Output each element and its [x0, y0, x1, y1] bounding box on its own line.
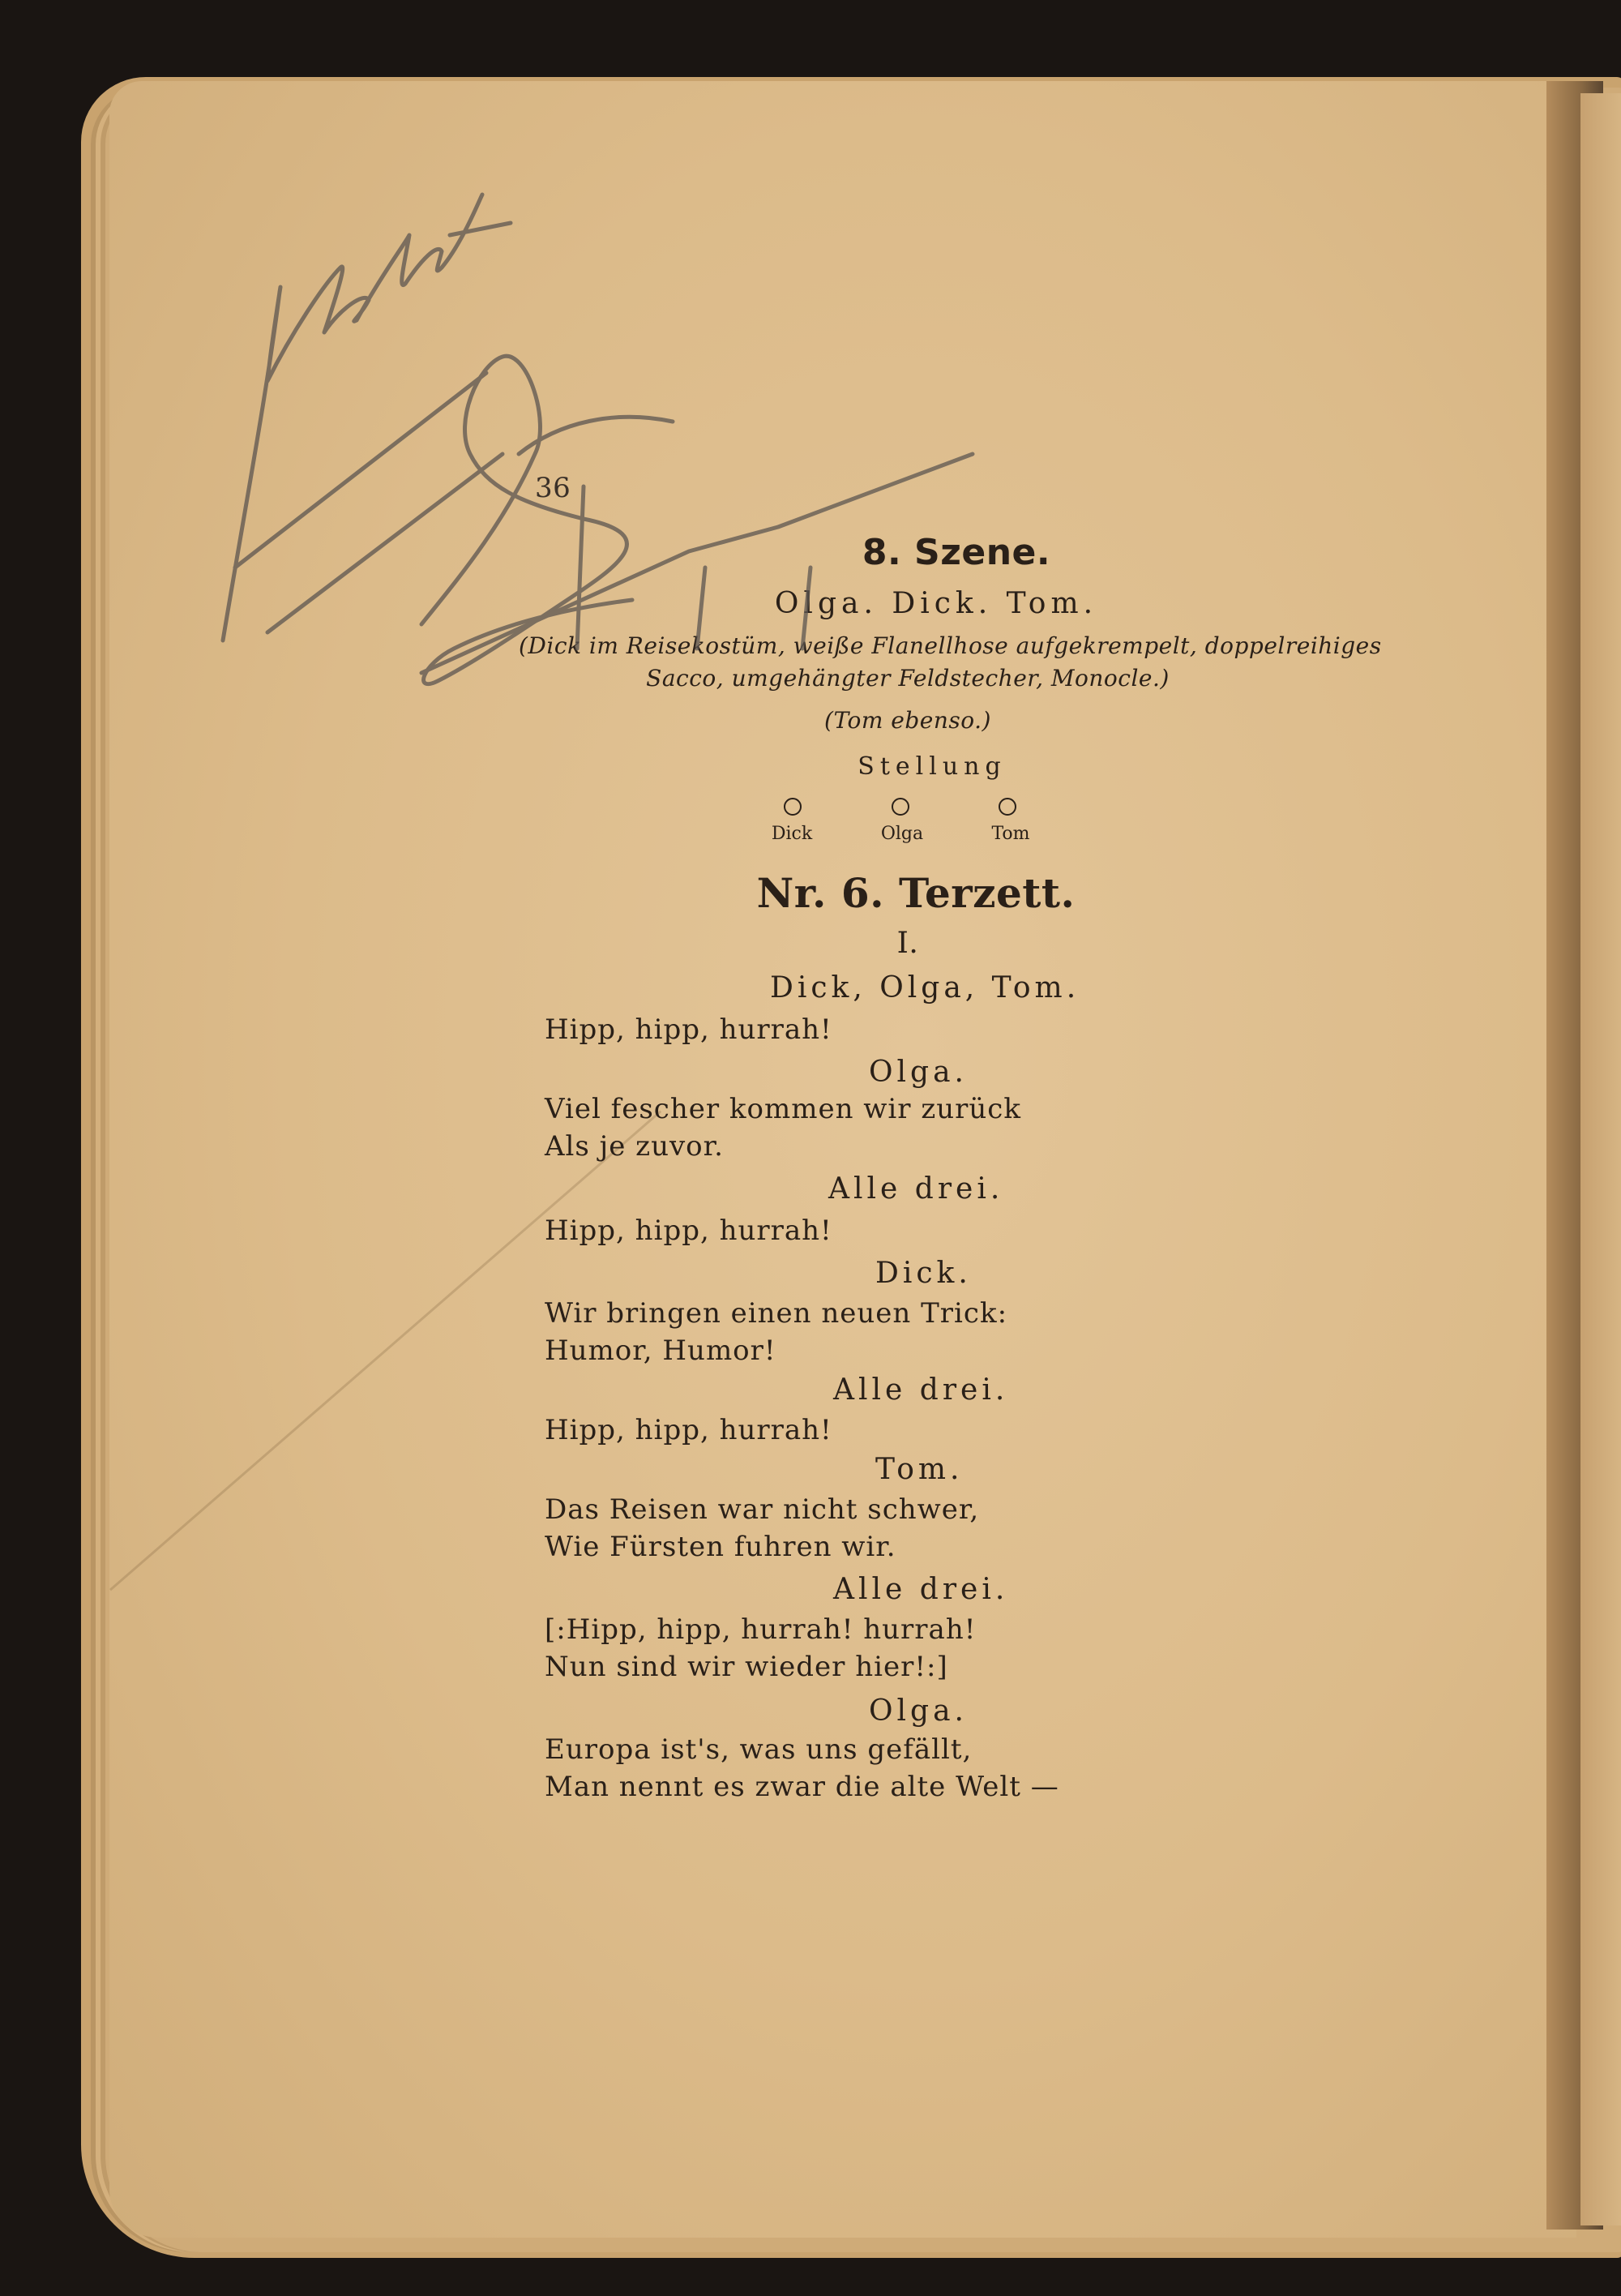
scene-title: 8. Szene. — [862, 532, 1051, 573]
position-marker-olga — [892, 798, 909, 816]
lyric-line: Hipp, hipp, hurrah! — [545, 1013, 832, 1046]
speaker-label: Dick. — [875, 1257, 972, 1290]
position-label-dick: Dick — [771, 824, 813, 844]
number-title: Nr. 6. Terzett. — [756, 869, 1076, 917]
lyric-line: Man nennt es zwar die alte Welt — — [545, 1771, 1059, 1803]
costume-note-tom: (Tom ebenso.) — [824, 707, 991, 734]
lyric-line: Humor, Humor! — [545, 1334, 776, 1367]
lyric-line: Als je zuvor. — [545, 1130, 724, 1163]
speaker-label: Alle drei. — [833, 1373, 1009, 1407]
lyric-line: Hipp, hipp, hurrah! — [545, 1214, 832, 1247]
position-label-tom: Tom — [991, 824, 1030, 844]
speaker-label: Olga. — [869, 1056, 968, 1089]
costume-note-line: Sacco, umgehängter Feldstecher, Monocle.) — [646, 665, 1170, 692]
position-marker-tom — [999, 798, 1016, 816]
lyric-line: Viel fescher kommen wir zurück — [545, 1093, 1021, 1125]
verse-numeral: I. — [896, 927, 919, 960]
speaker-label: Alle drei. — [833, 1573, 1009, 1606]
costume-note-line: (Dick im Reisekostüm, weiße Flanellhose aufgekrempelt, doppelreihiges — [519, 632, 1382, 659]
lyric-line: Wie Fürsten fuhren wir. — [545, 1531, 896, 1563]
lyric-line: Hipp, hipp, hurrah! — [545, 1414, 832, 1446]
page-number: 36 — [535, 472, 571, 504]
lyric-line: Das Reisen war nicht schwer, — [545, 1493, 980, 1526]
speaker-label: Olga. — [869, 1694, 968, 1728]
speaker-label: Alle drei. — [828, 1172, 1004, 1206]
position-label-olga: Olga — [880, 824, 924, 844]
stellung-heading: Stellung — [858, 752, 1007, 781]
cast-line: Olga. Dick. Tom. — [774, 587, 1098, 620]
facing-page-edge — [1580, 93, 1621, 2225]
lyric-line: Nun sind wir wieder hier!:] — [545, 1651, 948, 1683]
position-marker-dick — [784, 798, 802, 816]
speaker-label: Tom. — [875, 1453, 964, 1486]
lyric-line: Wir bringen einen neuen Trick: — [545, 1297, 1008, 1330]
lyric-line: [:Hipp, hipp, hurrah! hurrah! — [545, 1613, 977, 1646]
speaker-label: Dick, Olga, Tom. — [770, 971, 1080, 1004]
lyric-line: Europa ist's, was uns gefällt, — [545, 1733, 973, 1766]
page-paper — [109, 81, 1576, 2238]
